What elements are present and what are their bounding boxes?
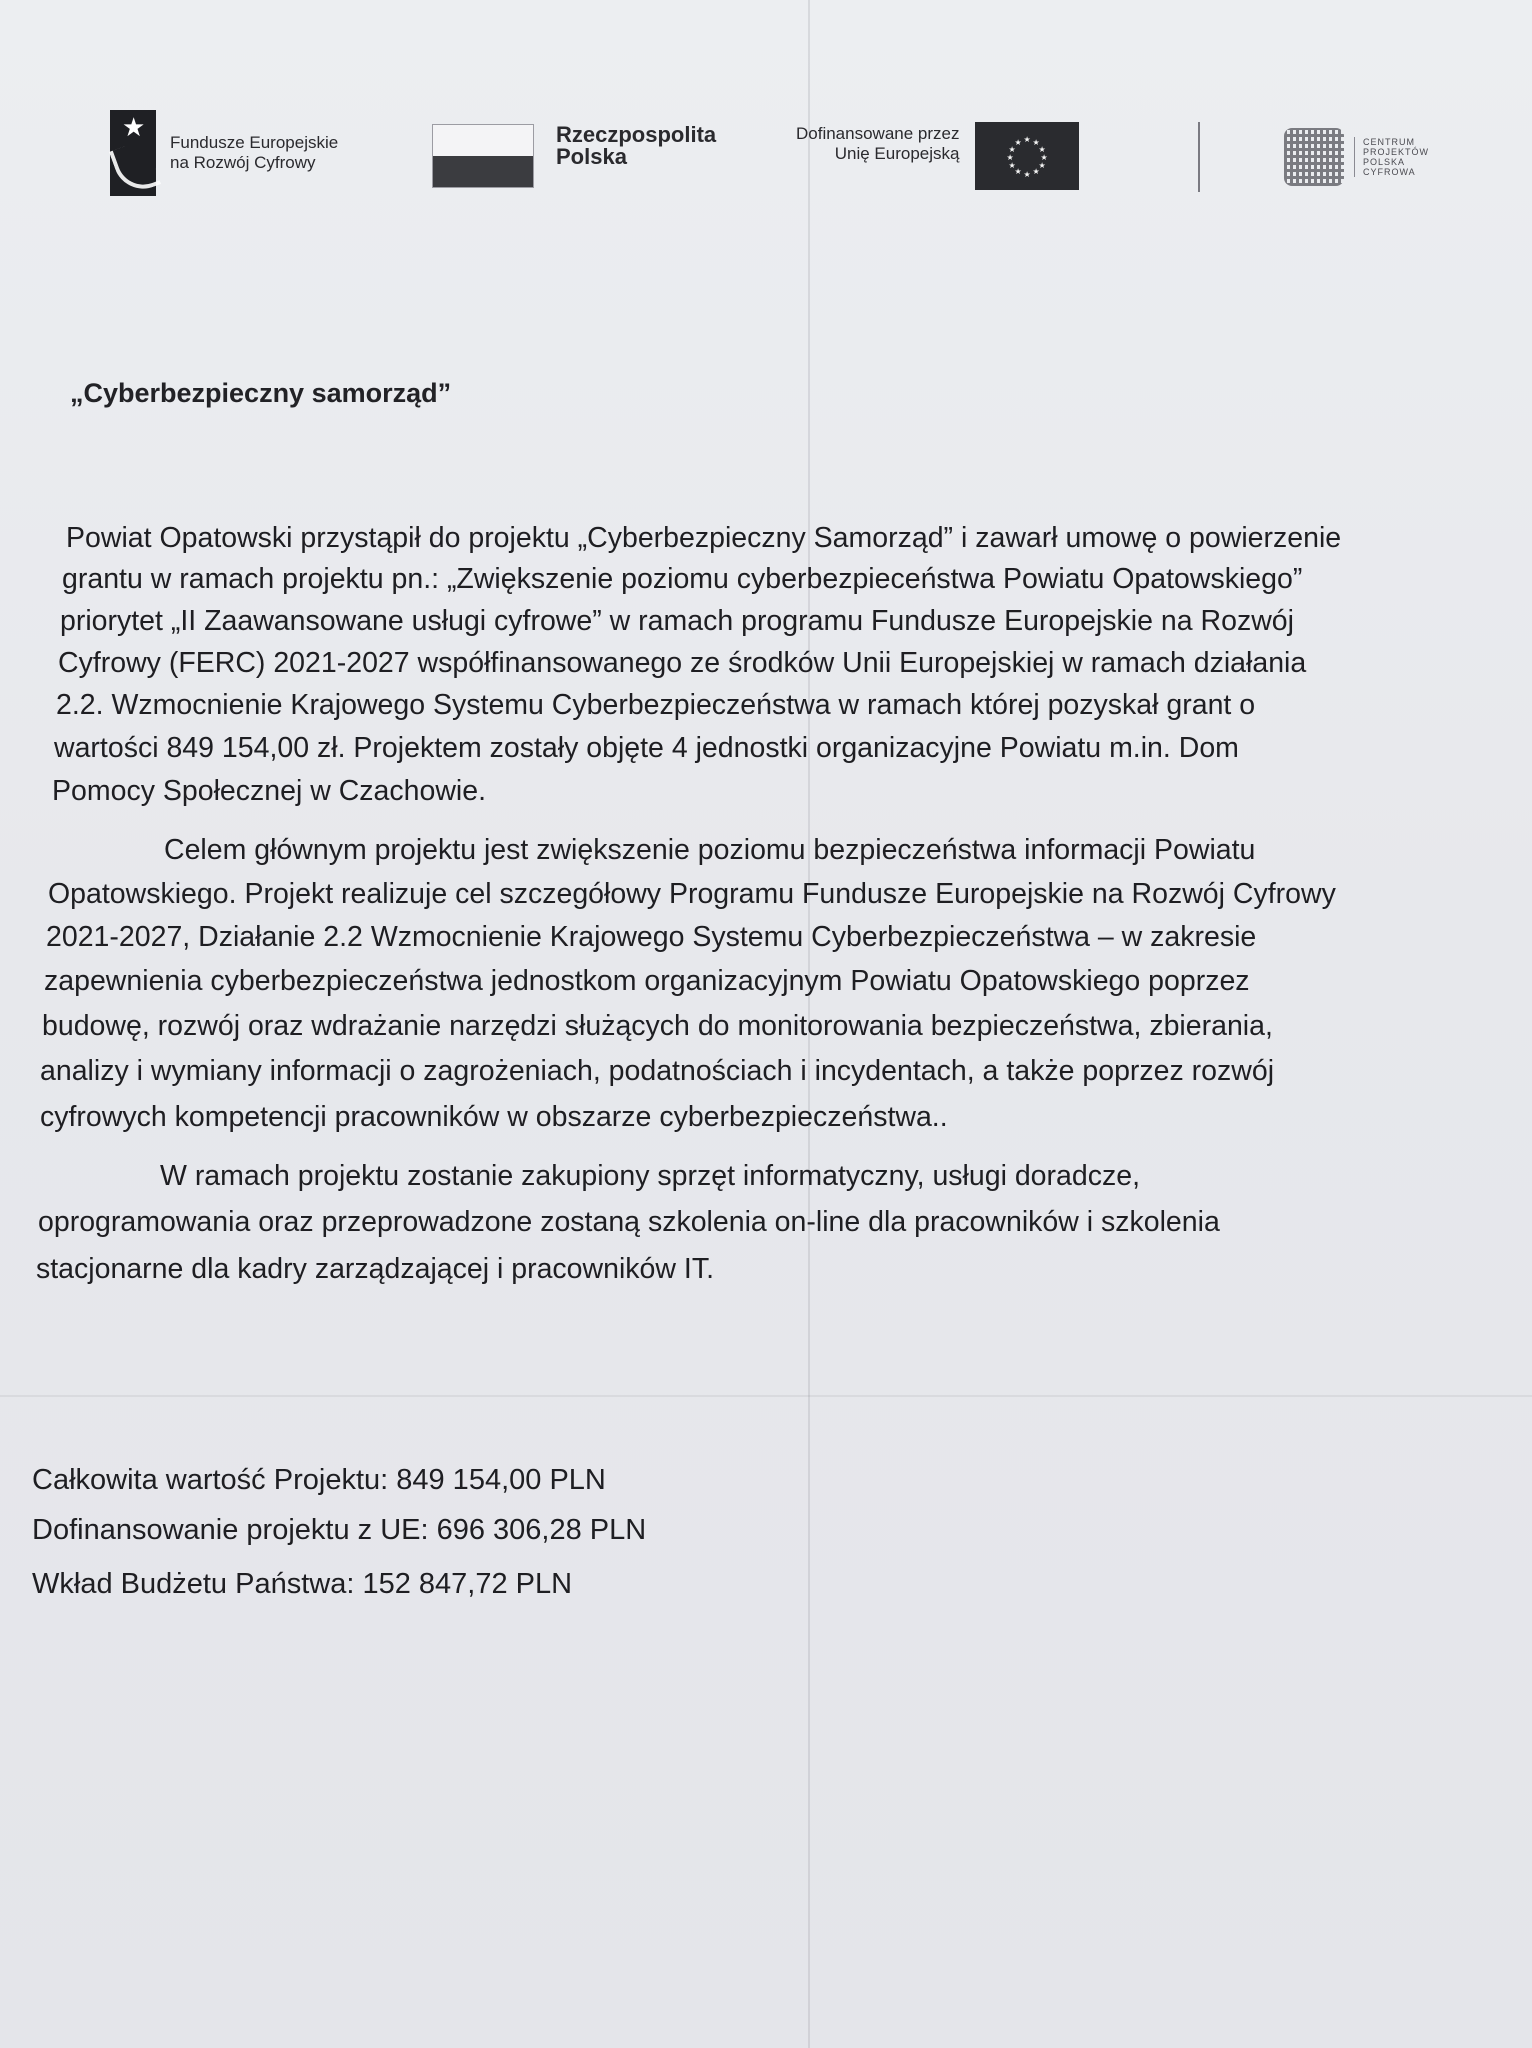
fe-star-icon: ★ <box>110 110 156 196</box>
eu-flag-icon: ★ ★ ★ ★ ★ ★ ★ ★ ★ ★ ★ ★ <box>975 122 1079 190</box>
paragraph1-line: grantu w ramach projektu pn.: „Zwiększenie poziomu cyberbezpieceństwa Powiatu Opatowskiego” <box>62 563 1303 595</box>
logo-rzeczpospolita-polska <box>432 124 716 188</box>
paragraph2-line: 2021-2027, Działanie 2.2 Wzmocnienie Krajowego Systemu Cyberbezpieczeństwa – w zakresie <box>46 921 1257 953</box>
logo-centrum-projektow <box>1284 128 1429 186</box>
header-logos <box>110 110 1470 200</box>
eu-logo-line2: Unię Europejską <box>834 144 960 163</box>
eu-funding-value: Dofinansowanie projektu z UE: 696 306,28 PLN <box>32 1514 647 1546</box>
cppc-logo-line2: PROJEKTÓW <box>1363 147 1430 157</box>
cppc-logo-line1: CENTRUM <box>1363 137 1415 147</box>
paragraph1-line: Cyfrowy (FERC) 2021-2027 współfinansowanego ze środków Unii Europejskiej w ramach działania <box>58 647 1307 679</box>
paragraph1-line: Pomocy Społecznej w Czachowie. <box>52 775 487 807</box>
paragraph1-line: 2.2. Wzmocnienie Krajowego Systemu Cyberbezpieczeństwa w ramach której pozyskał grant o <box>56 689 1256 721</box>
paragraph3-line: oprogramowania oraz przeprowadzone zostaną szkolenia on-line dla pracowników i szkolenia <box>38 1206 1220 1238</box>
paragraph2-line: zapewnienia cyberbezpieczeństwa jednostkom organizacyjnym Powiatu Opatowskiego poprzez <box>44 965 1250 997</box>
cppc-logo-line4: CYFROWA <box>1363 167 1416 177</box>
document-title: „Cyberbezpieczny samorząd” <box>70 378 452 408</box>
rp-logo-line1: Rzeczpospolita <box>556 122 717 147</box>
paragraph1-line: wartości 849 154,00 zł. Projektem zostały objęte 4 jednostki organizacyjne Powiatu m.in. Dom <box>54 732 1239 764</box>
fe-logo-line2: na Rozwój Cyfrowy <box>170 153 316 172</box>
state-budget-value: Wkład Budżetu Państwa: 152 847,72 PLN <box>32 1568 573 1600</box>
logo-unia-europejska <box>796 122 1079 190</box>
paper-fold-horizontal <box>0 1395 1532 1397</box>
paragraph2-line: analizy i wymiany informacji o zagrożeniach, podatnościach i incydentach, a także poprzez rozwój <box>40 1055 1275 1087</box>
paragraph2-line: Celem głównym projektu jest zwiększenie poziomu bezpieczeństwa informacji Powiatu <box>164 834 1256 866</box>
logo-divider <box>1198 122 1200 192</box>
rp-logo-line2: Polska <box>556 144 627 169</box>
paragraph1-line: Powiat Opatowski przystąpił do projektu „Cyberbezpieczny Samorząd” i zawarł umowę o powierzenie <box>66 522 1342 554</box>
cppc-mark-icon <box>1284 128 1344 186</box>
total-project-value: Całkowita wartość Projektu: 849 154,00 PLN <box>32 1464 606 1496</box>
eu-logo-line1: Dofinansowane przez <box>796 124 960 143</box>
paragraph3-line: stacjonarne dla kadry zarządzającej i pracowników IT. <box>36 1253 714 1285</box>
polish-flag-icon <box>432 124 534 188</box>
cppc-logo-line3: POLSKA <box>1363 157 1406 167</box>
paragraph3-line: W ramach projektu zostanie zakupiony sprzęt informatyczny, usługi doradcze, <box>160 1160 1140 1192</box>
paragraph2-line: budowę, rozwój oraz wdrażanie narzędzi służących do monitorowania bezpieczeństwa, zbierania, <box>42 1010 1273 1042</box>
paragraph2-line: Opatowskiego. Projekt realizuje cel szczegółowy Programu Fundusze Europejskie na Rozwój Cyfrowy <box>48 878 1336 910</box>
paragraph2-line: cyfrowych kompetencji pracowników w obszarze cyberbezpieczeństwa.. <box>40 1101 948 1133</box>
fe-logo-line1: Fundusze Europejskie <box>170 133 339 152</box>
logo-fundusze-europejskie <box>110 110 338 196</box>
paragraph1-line: priorytet „II Zaawansowane usługi cyfrowe” w ramach programu Fundusze Europejskie na Rozwój <box>60 605 1294 637</box>
